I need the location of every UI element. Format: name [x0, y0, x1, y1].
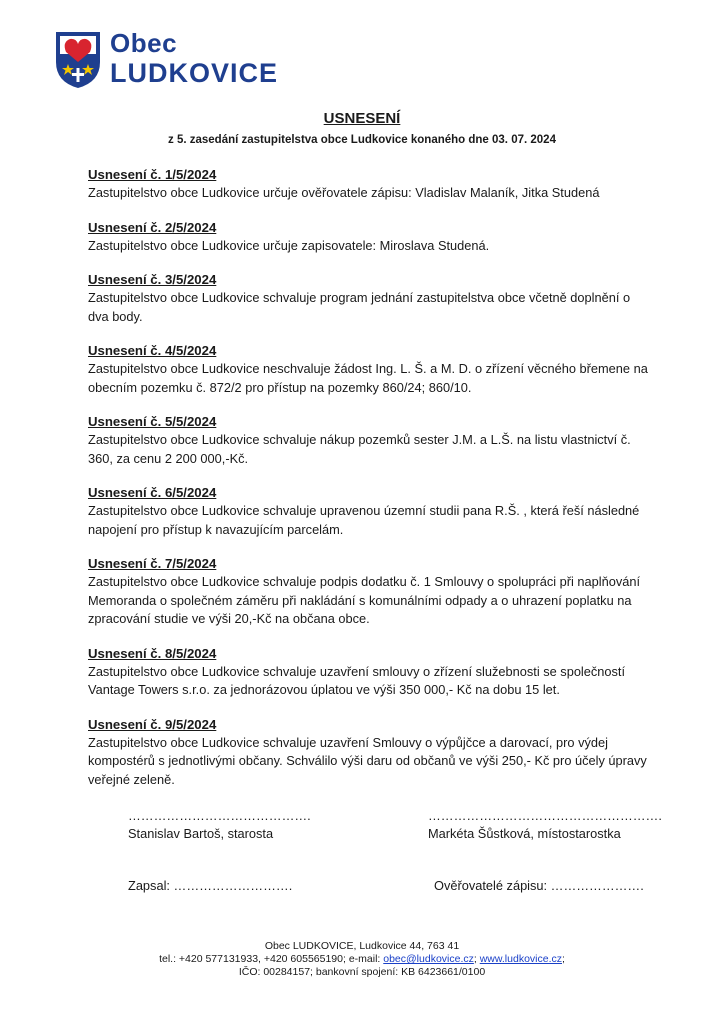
resolution-item: [88, 219, 648, 256]
municipality-logo: [52, 28, 282, 96]
resolution-title: Usnesení č. 7/5/2024: [88, 556, 217, 571]
resolution-text: Zastupitelstvo obce Ludkovice neschvaluje žádost Ing. L. Š. a M. D. o zřízení věcného břemene na obecním pozemku č. 872/2 pro přístup na pozemky 860/24; 860/10.: [88, 361, 648, 395]
resolution-text: Zastupitelstvo obce Ludkovice určuje zapisovatele: Miroslava Studená.: [88, 237, 490, 253]
page-footer: [0, 940, 724, 979]
resolution-item: [88, 342, 648, 397]
footer-address: Obec LUDKOVICE, Ludkovice 44, 763 41: [264, 940, 460, 952]
resolution-title: Usnesení č. 6/5/2024: [88, 485, 217, 500]
signature-line-mayor: …………………………………….: [128, 808, 311, 823]
resolution-text: Zastupitelstvo obce Ludkovice schvaluje upravenou územní studii pana R.Š. , která řeší následné napojení pro přístup k navazujícím parcelám.: [88, 503, 640, 537]
resolutions-list: [88, 166, 648, 805]
logo-wordmark: [110, 30, 278, 87]
footer-semicolon: ;: [562, 953, 565, 965]
signature-line-deputy: ……………………………………………….: [428, 808, 662, 823]
resolution-item: [88, 413, 648, 468]
resolution-title: Usnesení č. 5/5/2024: [88, 414, 217, 429]
document-title: USNESENÍ: [323, 110, 401, 127]
resolution-text: Zastupitelstvo obce Ludkovice schvaluje uzavření Smlouvy o výpůjčce a darovací, pro výdej kompostérů s jednotlivými občany. Schválilo výši daru od občanů ve výši 250,- Kč pro účely úpravy veřejné zeleně.: [88, 734, 647, 787]
resolution-item: [88, 484, 648, 539]
resolution-title: Usnesení č. 8/5/2024: [88, 645, 217, 661]
website-link[interactable]: www.ludkovice.cz: [479, 953, 562, 965]
resolution-item: [88, 271, 648, 326]
deputy-mayor-name: Markéta Šůstková, místostarostka: [428, 826, 621, 841]
footer-separator: ;: [473, 953, 480, 965]
footer-phones: tel.: +420 577131933, +420 605565190; e-mail:: [159, 953, 384, 965]
resolution-item: [88, 166, 648, 203]
footer-bank-info: IČO: 00284157; bankovní spojení: KB 6423661/0100: [238, 966, 486, 978]
resolution-title: Usnesení č. 4/5/2024: [88, 343, 217, 358]
coat-of-arms-icon: [52, 28, 104, 90]
resolution-title: Usnesení č. 3/5/2024: [88, 272, 217, 287]
resolution-text: Zastupitelstvo obce Ludkovice určuje ověřovatele zápisu: Vladislav Malaník, Jitka Studená: [88, 185, 600, 200]
verifiers-label: Ověřovatelé zápisu: ………………….: [434, 878, 644, 893]
recorded-by-label: Zapsal: ……………………….: [128, 878, 293, 893]
resolution-text: Zastupitelstvo obce Ludkovice schvaluje podpis dodatku č. 1 Smlouvy o spolupráci při naplňování Memoranda o společném záměru při nakládání s komunálními odpady a o uhrazení poplatku na zpracování studie ve výši 20,-Kč na občana obce.: [88, 574, 641, 626]
resolution-text: Zastupitelstvo obce Ludkovice schvaluje uzavření smlouvy o zřízení služebnosti se společností Vantage Towers s.r.o. za jednorázovou úplatou ve výši 350 000,- Kč na dobu 15 let.: [88, 663, 626, 697]
email-link[interactable]: obec@ludkovice.cz: [383, 953, 474, 965]
resolution-text: Zastupitelstvo obce Ludkovice schvaluje program jednání zastupitelstva obce včetně doplnění o dva body.: [88, 290, 631, 324]
resolution-title: Usnesení č. 1/5/2024: [88, 167, 217, 182]
footer-contacts: [0, 953, 724, 966]
resolution-title: Usnesení č. 2/5/2024: [88, 219, 217, 235]
logo-line-obec: Obec: [110, 28, 178, 58]
mayor-name: Stanislav Bartoš, starosta: [128, 826, 274, 841]
resolution-item: [88, 716, 648, 790]
logo-line-ludkovice: LUDKOVICE: [110, 58, 279, 88]
resolution-title: Usnesení č. 9/5/2024: [88, 716, 217, 732]
resolution-item: [88, 555, 648, 629]
resolution-text: Zastupitelstvo obce Ludkovice schvaluje nákup pozemků sester J.M. a L.Š. na listu vlastnictví č. 360, za cenu 2 200 000,-Kč.: [88, 432, 631, 466]
document-subtitle: z 5. zasedání zastupitelstva obce Ludkovice konaného dne 03. 07. 2024: [168, 134, 556, 146]
resolution-item: [88, 645, 648, 700]
